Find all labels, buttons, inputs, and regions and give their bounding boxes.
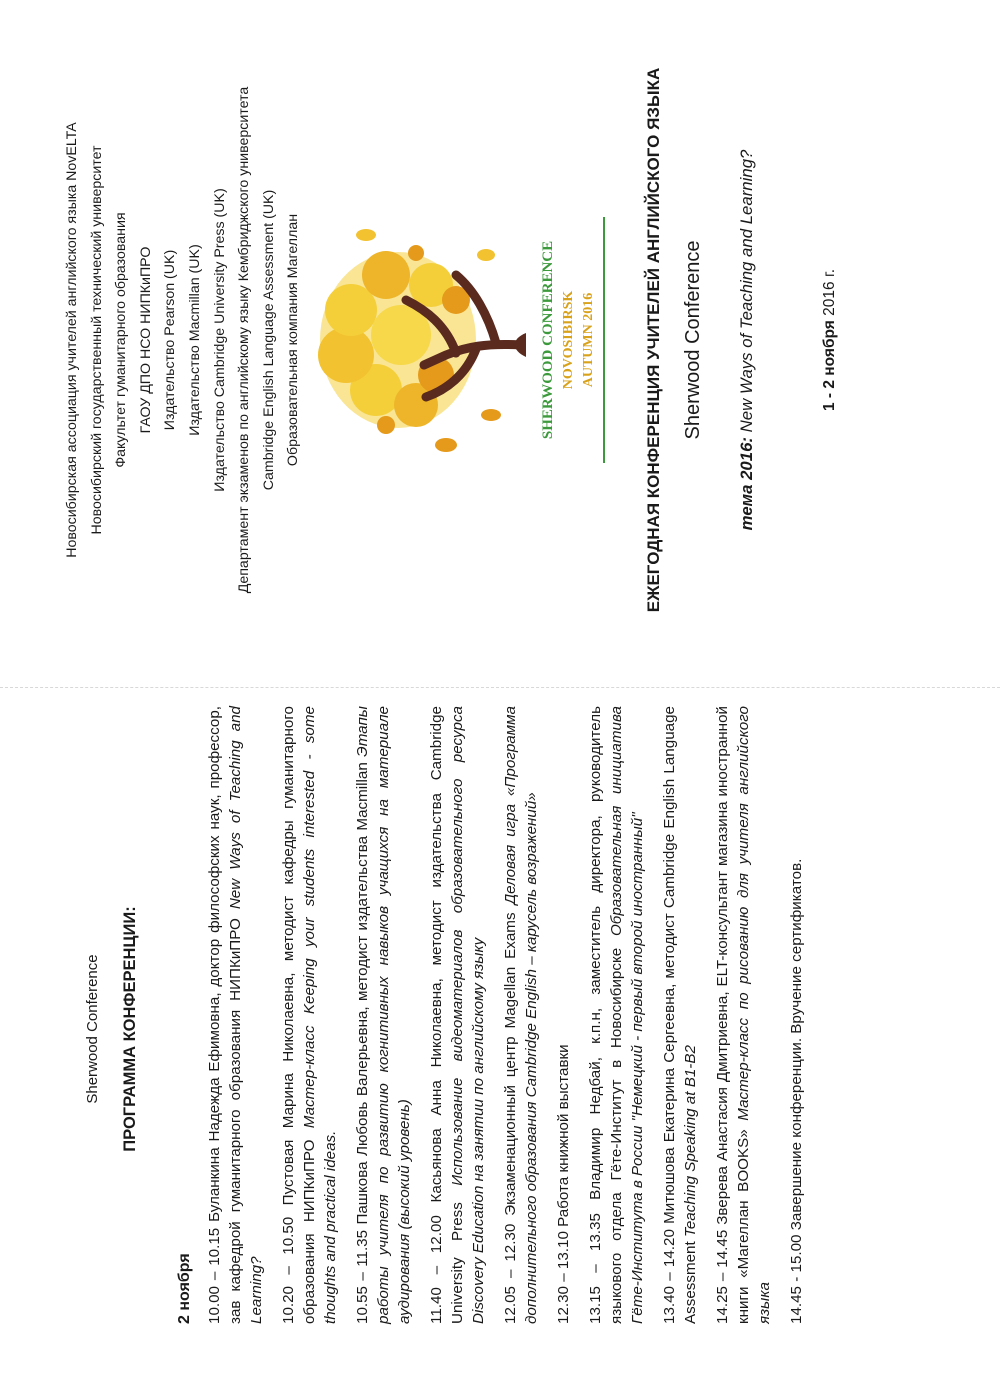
program-header: Sherwood Conference [84,954,101,1104]
organizer: Cambridge English Language Assessment (UK) [260,189,277,491]
program-item: 13.40 – 14.20 Митюшова Екатерина Сергеевна, методист Cambridge English Language Assessment Teaching Speaking at B1-B2 [661,706,699,1324]
organizers-list [60,20,306,660]
program-item: 11.40 – 12.00 Касьянова Анна Николаевна, методист издательства Cambridge University Press Использование видеоматериалов образовательного ресурса Discovery Education на занятии по английскому языку [428,706,487,1324]
organizer: Издательство Cambridge University Press (UK) [211,188,228,492]
logo-line-1: SHERWOOD CONFERENCE [539,240,556,440]
theme-text: New Ways of Teaching and Learning? [736,149,756,433]
tree-logo-icon [306,195,636,485]
program-item: 12.30 – 13.10 Работа книжной выставки [555,1044,572,1324]
conference-logo [306,20,636,660]
program-item: 14.45 - 15.00 Завершение конференции. Вручение сертификатов. [788,858,805,1324]
conference-theme [737,20,757,660]
organizer: Департамент экзаменов по английскому языку Кембриджского университета [236,86,253,594]
fold-line [0,687,1000,688]
program-title: ПРОГРАММА КОНФЕРЕНЦИИ: [121,906,139,1152]
program-item: 14.25 – 14.45 Зверева Анастасия Дмитриевна, ELT-консультант магазина иностранной книги «Магеллан BOOKS» Мастер-класс по рисованию для учителя английского языка [714,706,773,1324]
dates-bold: 1 - 2 ноября [820,320,838,412]
cover-panel [60,20,940,660]
program-item: 10.00 – 10.15 Буланкина Надежда Ефимовна, доктор философских наук, профессор, зав кафедрой гуманитарного образования НИПКиПРО New Ways of Teaching and Learning? [206,706,265,1324]
logo-line-2: NOVOSIBIRSK [560,290,576,390]
organizer: ГАОУ ДПО НСО НИПКиПРО [137,246,154,434]
program-item: 10.55 – 11.35 Пашкова Любовь Валерьевна, методист издательства Macmillan Этапы работы учителя по развитию когнитивных навыков учащихся на материале аудирования (высокий уровень) [354,706,413,1324]
organizer: Образовательная компания Магеллан [285,213,302,467]
program-item: 13.15 – 13.35 Владимир Недбай, к.п.н, заместитель директора, руководитель языкового отдела Гёте-Институт в Новосибирске Образовательная инициатива Гёте-Института в России "Немецкий - первый второй иностранный" [587,706,646,1324]
program-item: 12.05 – 12.30 Экзаменационный центр Magellan Exams Деловая игра «Программа дополнительного образования Cambridge English – карусель возражений» [502,706,540,1324]
tree-leaves-icon [318,229,501,452]
program-day: 2 ноября [176,1253,193,1324]
program-panel [80,706,880,1352]
organizer: Издательство Macmillan (UK) [186,244,203,436]
organizer: Факультет гуманитарного образования [113,212,130,468]
conference-title: ЕЖЕГОДНАЯ КОНФЕРЕНЦИЯ УЧИТЕЛЕЙ АНГЛИЙСКОГО ЯЗЫКА [643,67,663,613]
organizer: Новосибирская ассоциация учителей английского языка NovELTA [64,122,80,558]
logo-line-3: AUTUMN 2016 [580,292,596,388]
program-item: 10.20 – 10.50 Пустовая Марина Николаевна, методист кафедры гуманитарного образования НИПКиПРО Мастер-класс Keeping your students interested - some thoughts and practical ideas. [280,706,339,1324]
organizer: Издательство Pearson (UK) [162,249,179,431]
organizer: Новосибирский государственный технический университет [88,145,105,535]
conference-dates [821,20,839,660]
conference-name: Sherwood Conference [681,240,704,440]
theme-label: тема 2016: [736,436,756,531]
dates-rest: 2016 г. [820,268,838,316]
